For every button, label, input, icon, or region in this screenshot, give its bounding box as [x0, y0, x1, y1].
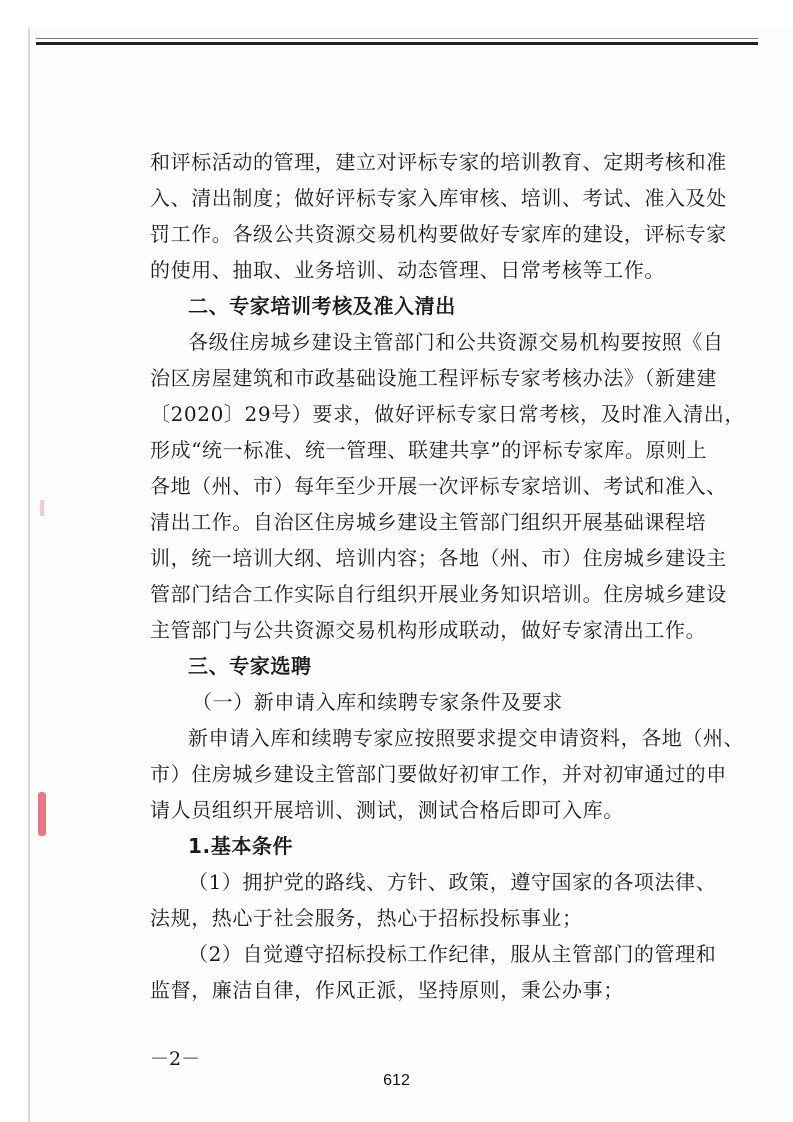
body-line: 和评标活动的管理，建立对评标专家的培训教育、定期考核和准	[150, 150, 727, 174]
body-line: 入、清出制度；做好评标专家入库审核、培训、考试、准入及处	[150, 186, 727, 210]
body-line: 管部门结合工作实际自行组织开展业务知识培训。住房城乡建设	[150, 582, 727, 606]
body-line: 训，统一培训大纲、培训内容；各地（州、市）住房城乡建设主	[150, 546, 727, 570]
body-line: （1）拥护党的路线、方针、政策，遵守国家的各项法律、	[188, 870, 717, 894]
body-line: （2）自觉遵守招标投标工作纪律，服从主管部门的管理和	[188, 942, 717, 966]
page-number: －2－	[150, 1048, 201, 1070]
section-heading-2: 二、专家培训考核及准入清出	[188, 294, 456, 318]
body-line: 的使用、抽取、业务培训、动态管理、日常考核等工作。	[150, 258, 665, 282]
body-line: 市）住房城乡建设主管部门要做好初审工作，并对初审通过的申	[150, 762, 727, 786]
body-line: 形成“统一标准、统一管理、联建共享”的评标专家库。原则上	[150, 438, 708, 462]
body-line: 法规，热心于社会服务，热心于招标投标事业；	[150, 906, 583, 930]
body-line: 新申请入库和续聘专家应按照要求提交申请资料，各地（州、	[188, 726, 745, 750]
body-line: 监督，廉洁自律，作风正派，坚持原则，秉公办事；	[150, 978, 624, 1002]
red-seal-bleed	[38, 792, 46, 836]
red-seal-bleed-faint	[40, 500, 44, 516]
print-page-number: 612	[383, 1072, 410, 1089]
top-border	[36, 42, 758, 45]
body-line: 请人员组织开展培训、测试，测试合格后即可入库。	[150, 798, 624, 822]
body-line: 各级住房城乡建设主管部门和公共资源交易机构要按照《自	[188, 330, 724, 354]
top-border-thin	[36, 38, 758, 39]
body-line: 主管部门与公共资源交易机构形成联动，做好专家清出工作。	[150, 618, 707, 642]
body-line: 罚工作。各级公共资源交易机构要做好专家库的建设，评标专家	[150, 222, 727, 246]
section-heading-3: 三、专家选聘	[188, 654, 312, 678]
body-line: 〔2020〕29号）要求，做好评标专家日常考核，及时准入清出，	[150, 402, 745, 426]
body-line: 清出工作。自治区住房城乡建设主管部门组织开展基础课程培	[150, 510, 707, 534]
body-line: 各地（州、市）每年至少开展一次评标专家培训、考试和准入、	[150, 474, 727, 498]
item-heading: 1.基本条件	[188, 834, 294, 858]
body-line: 治区房屋建筑和市政基础设施工程评标专家考核办法》（新建建	[150, 366, 717, 390]
subsection-heading: （一）新申请入库和续聘专家条件及要求	[192, 690, 563, 714]
